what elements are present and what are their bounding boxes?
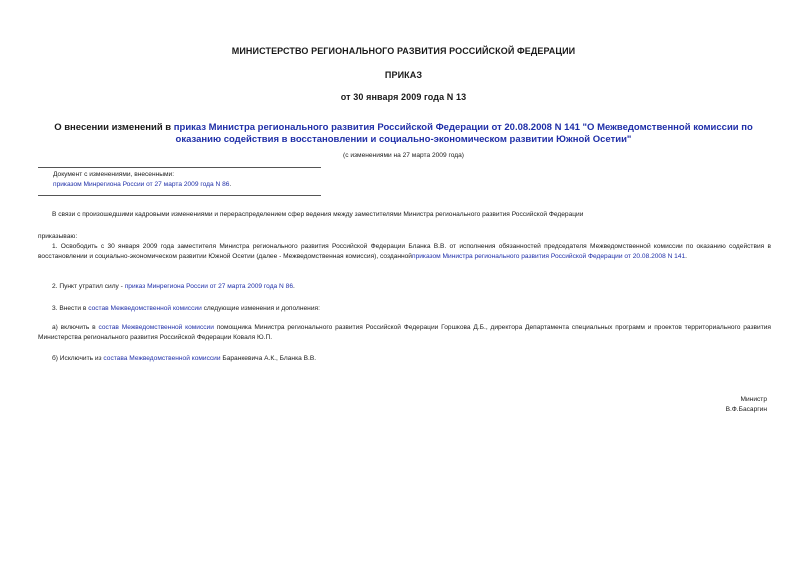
ministry-header: МИНИСТЕРСТВО РЕГИОНАЛЬНОГО РАЗВИТИЯ РОССИЙСКОЙ ФЕДЕРАЦИИ	[231, 46, 576, 56]
paragraph-3b-suffix: Баранкевича А.К., Бланка В.В.	[220, 355, 317, 362]
intro-paragraph: В связи с произошедшими кадровыми изменениями и перераспределением сфер ведения между заместителями Министра регионального развития Российской Федерации	[52, 211, 584, 218]
changes-box-top-rule	[38, 167, 321, 168]
paragraph-2-text: 2. Пункт утратил силу -	[52, 283, 125, 290]
paragraph-3a-link[interactable]: состав Межведомственной комиссии	[98, 324, 214, 331]
title-order-link[interactable]: приказ Министра регионального развития Российской Федерации от 20.08.2008 N 141 "О Межведомственной комиссии по оказанию содействия в восстановлении и социально-экономическом развитии Южной Осетии"	[173, 122, 753, 145]
amended-note: (с изменениями на 27 марта 2009 года)	[343, 152, 464, 159]
paragraph-2-link[interactable]: приказ Минрегиона России от 27 марта 2009 года N 86	[124, 283, 293, 290]
changes-box-bottom-rule	[38, 195, 321, 196]
title-prefix: О внесении изменений в	[54, 122, 174, 133]
paragraph-3b-text: б) Исключить из	[52, 355, 104, 362]
changes-box-suffix: .	[229, 180, 232, 188]
paragraph-3b	[38, 354, 771, 364]
paragraph-3a-suffix: помощника Министра регионального развития Российской Федерации Горшкова Д.Б., директора Департамента специальных программ и проектов территориального развития Министерства регионального развития Российской Федерации Коваля Ю.П.	[38, 324, 771, 341]
paragraph-1-link[interactable]: приказом Министра регионального развития Российской Федерации от 20.08.2008 N 141	[412, 252, 686, 260]
paragraph-3a-text: а) включить в	[52, 324, 99, 331]
signature-position: Министр	[740, 396, 767, 403]
paragraph-3-suffix: следующие изменения и дополнения:	[201, 305, 320, 312]
paragraph-3-link[interactable]: состав Межведомственной комиссии	[88, 305, 202, 312]
paragraph-1-suffix: .	[685, 252, 688, 260]
paragraph-3-text: 3. Внести в	[52, 305, 89, 312]
paragraph-3	[38, 304, 771, 314]
paragraph-3b-link[interactable]: состава Межведомственной комиссии	[103, 355, 221, 362]
paragraph-2-suffix: .	[292, 283, 295, 290]
order-word: приказываю:	[38, 233, 78, 240]
changes-box	[53, 170, 323, 189]
paragraph-1	[38, 242, 771, 261]
paragraph-1-text: 1. Освободить с 30 января 2009 года заместителя Министра регионального развития Российской Федерации Бланка В.В. от исполнения обязанностей председателя Межведомственной комиссии по оказанию содействия в восстановлении и социально-экономическом развитии Южной Осетии (далее - Межведомственная комиссия), созданной	[38, 243, 771, 260]
signature-name: В.Ф.Басаргин	[725, 406, 767, 413]
document-type: ПРИКАЗ	[384, 70, 423, 80]
paragraph-3a	[38, 323, 771, 342]
document-date-number: от 30 января 2009 года N 13	[340, 92, 467, 102]
changes-box-link[interactable]: приказом Минрегиона России от 27 марта 2009 года N 86	[53, 180, 230, 188]
changes-box-label: Документ с изменениями, внесенными:	[53, 171, 175, 178]
document-title	[40, 122, 767, 146]
paragraph-2	[38, 282, 771, 292]
